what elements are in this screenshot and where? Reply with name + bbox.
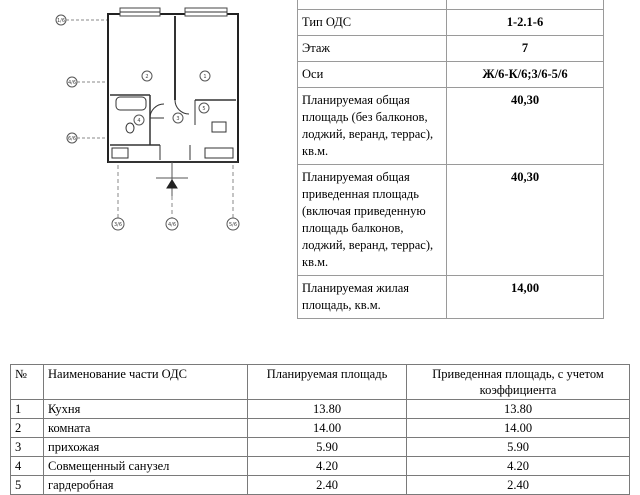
property-value: 40,30 — [447, 88, 604, 165]
room-reduced-area-cell: 14.00 — [407, 419, 630, 438]
room-area-cell: 2.40 — [248, 476, 407, 495]
table-row — [11, 457, 630, 476]
property-value: 7 — [447, 36, 604, 62]
axis-label-bottom-3: 5/6 — [228, 222, 238, 228]
rooms-table — [10, 364, 630, 495]
room-number-cell: 1 — [11, 400, 44, 419]
room-number-cell: 5 — [11, 476, 44, 495]
column-header-name: Наименование части ОДС — [44, 365, 248, 400]
room-name-cell: Совмещенный санузел — [44, 457, 248, 476]
table-row — [298, 276, 604, 319]
property-label: Планируемая жилая площадь, кв.м. — [298, 276, 447, 319]
property-label: Планируемая общая площадь (без балконов, лоджий, веранд, террас), кв.м. — [298, 88, 447, 165]
axis-label-top: 1/6 — [56, 18, 66, 24]
room-reduced-area-cell: 5.90 — [407, 438, 630, 457]
table-row — [298, 0, 604, 10]
room-area-cell: 4.20 — [248, 457, 407, 476]
axis-label-bottom-2: 4/6 — [167, 222, 177, 228]
room-name-cell: Кухня — [44, 400, 248, 419]
room-reduced-area-cell: 13.80 — [407, 400, 630, 419]
column-header-area: Планируемая площадь — [248, 365, 407, 400]
property-label: Этаж — [298, 36, 447, 62]
table-row — [298, 88, 604, 165]
property-label — [298, 0, 447, 10]
room-number-cell: 2 — [11, 419, 44, 438]
room-reduced-area-cell: 4.20 — [407, 457, 630, 476]
property-value — [447, 0, 604, 10]
table-row — [298, 165, 604, 276]
room-number-cell: 4 — [11, 457, 44, 476]
room-area-cell: 13.80 — [248, 400, 407, 419]
room-number: 3 — [176, 116, 180, 122]
column-header-number: № — [11, 365, 44, 400]
property-label: Планируемая общая приведенная площадь (включая приведенную площадь балконов, лоджий, веранд, террас), кв.м. — [298, 165, 447, 276]
room-area-cell: 14.00 — [248, 419, 407, 438]
table-row — [11, 400, 630, 419]
table-row — [11, 419, 630, 438]
property-value: 40,30 — [447, 165, 604, 276]
properties-table — [297, 0, 604, 319]
room-reduced-area-cell: 2.40 — [407, 476, 630, 495]
room-number: 4 — [137, 118, 141, 124]
table-row — [298, 62, 604, 88]
table-row — [11, 438, 630, 457]
table-row — [298, 10, 604, 36]
property-value: 1-2.1-6 — [447, 10, 604, 36]
room-area-cell: 5.90 — [248, 438, 407, 457]
property-label: Тип ОДС — [298, 10, 447, 36]
table-row — [11, 476, 630, 495]
room-name-cell: гардеробная — [44, 476, 248, 495]
property-value: 14,00 — [447, 276, 604, 319]
table-header-row — [11, 365, 630, 400]
room-name-cell: прихожая — [44, 438, 248, 457]
property-value: Ж/6-К/6;3/6-5/6 — [447, 62, 604, 88]
axis-label-bottom-1: 3/6 — [113, 222, 123, 228]
column-header-reduced-area: Приведенная площадь, с учетом коэффициента — [407, 365, 630, 400]
room-number-cell: 3 — [11, 438, 44, 457]
room-number: 5 — [202, 106, 206, 112]
floor-plan — [0, 0, 290, 240]
property-label: Оси — [298, 62, 447, 88]
room-number: 1 — [203, 74, 207, 80]
room-number: 2 — [145, 74, 149, 80]
room-name-cell: комната — [44, 419, 248, 438]
axis-label-left-1: 4/6 — [67, 80, 77, 86]
table-row — [298, 36, 604, 62]
axis-label-left-2: 6/6 — [67, 136, 77, 142]
